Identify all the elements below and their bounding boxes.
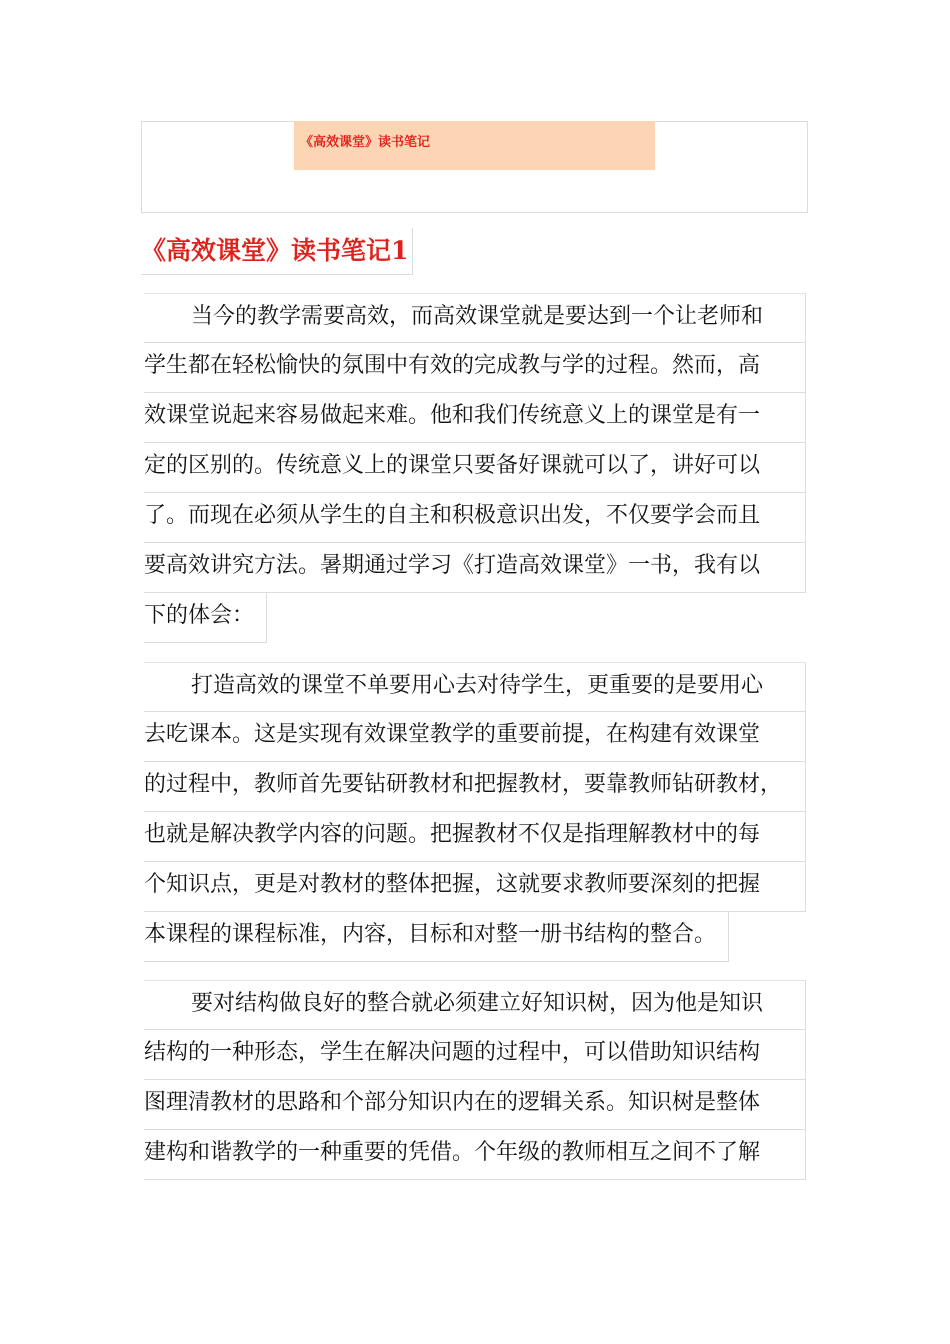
paragraph-1-line-3: 效课堂说起来容易做起来难。他和我们传统意义上的课堂是有一	[144, 393, 806, 443]
paragraph-1-line-2: 学生都在轻松愉快的氛围中有效的完成教与学的过程。然而，高	[144, 343, 806, 393]
paragraph-3-line-1: 要对结构做良好的整合就必须建立好知识树，因为他是知识	[144, 980, 806, 1030]
paragraph-1-line-7: 下的体会：	[144, 593, 267, 643]
paragraph-2-line-4: 也就是解决教学内容的问题。把握教材不仅是指理解教材中的每	[144, 812, 806, 862]
paragraph-1-line-1: 当今的教学需要高效，而高效课堂就是要达到一个让老师和	[144, 293, 806, 343]
paragraph-2-line-5: 个知识点，更是对教材的整体把握，这就要求教师要深刻的把握	[144, 862, 806, 912]
paragraph-1-line-5: 了。而现在必须从学生的自主和积极意识出发，不仅要学会而且	[144, 493, 806, 543]
paragraph-2-line-1: 打造高效的课堂不单要用心去对待学生，更重要的是要用心	[144, 662, 806, 712]
paragraph-2-line-2: 去吃课本。这是实现有效课堂教学的重要前提，在构建有效课堂	[144, 712, 806, 762]
document-heading: 《高效课堂》读书笔记1	[141, 228, 413, 275]
paragraph-1-line-4: 定的区别的。传统意义上的课堂只要备好课就可以了，讲好可以	[144, 443, 806, 493]
header-title: 《高效课堂》读书笔记	[300, 135, 431, 150]
paragraph-3-line-3: 图理清教材的思路和个部分知识内在的逻辑关系。知识树是整体	[144, 1080, 806, 1130]
paragraph-3-line-4: 建构和谐教学的一种重要的凭借。个年级的教师相互之间不了解	[144, 1130, 806, 1180]
paragraph-3-line-2: 结构的一种形态，学生在解决问题的过程中，可以借助知识结构	[144, 1030, 806, 1080]
paragraph-2-line-6: 本课程的课程标准，内容，目标和对整一册书结构的整合。	[144, 912, 729, 962]
paragraph-2-line-3: 的过程中，教师首先要钻研教材和把握教材，要靠教师钻研教材，	[144, 762, 806, 812]
paragraph-1-line-6: 要高效讲究方法。暑期通过学习《打造高效课堂》一书，我有以	[144, 543, 806, 593]
